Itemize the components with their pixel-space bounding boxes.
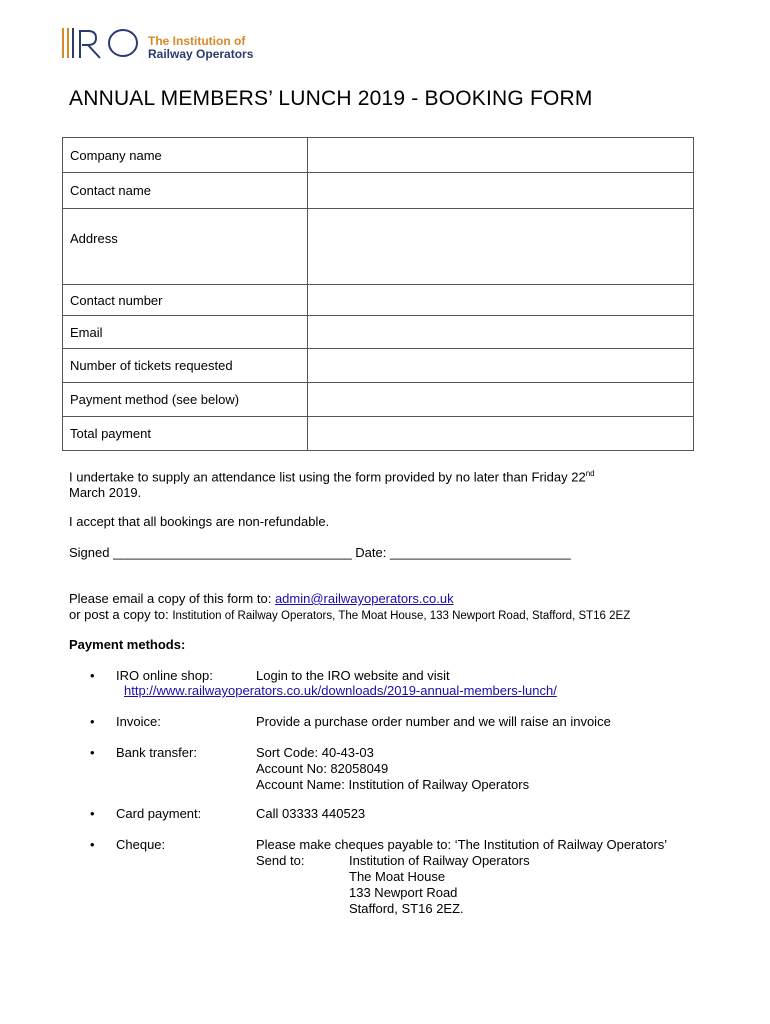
email-prefix: Please email a copy of this form to: (69, 591, 275, 606)
email-instruction (69, 591, 454, 607)
online-shop-link[interactable]: http://www.railwayoperators.co.uk/downloads/2019-annual-members-lunch/ (124, 683, 557, 698)
invoice-text: Provide a purchase order number and we will raise an invoice (256, 714, 611, 729)
label-contact-number: Contact number (63, 285, 308, 316)
invoice-label: Invoice: (116, 714, 161, 729)
row-contact-number (63, 285, 694, 316)
cheque-address-line1: Institution of Railway Operators (349, 853, 530, 868)
cheque-label: Cheque: (116, 837, 166, 852)
undertake-text: I undertake to supply an attendance list using the form provided by no later than Friday 22 (69, 469, 586, 485)
card-payment-text: Call 03333 440523 (256, 806, 366, 821)
row-contact-name (63, 173, 694, 209)
post-instruction (69, 607, 630, 624)
row-email (63, 316, 694, 349)
field-total-payment[interactable] (308, 417, 694, 451)
cheque-address-line2: The Moat House (349, 869, 446, 884)
label-email: Email (63, 316, 308, 349)
cheque-address (349, 853, 530, 917)
bullet-invoice: • (90, 714, 95, 729)
undertake-paragraph (69, 466, 595, 501)
account-number: Account No: 82058049 (256, 761, 389, 776)
bullet-card: • (90, 806, 95, 821)
admin-email-link[interactable]: admin@railwayoperators.co.uk (274, 591, 454, 606)
accept-text: I accept that all bookings are non-refundable. (69, 514, 330, 529)
card-payment-label: Card payment: (116, 806, 202, 821)
bullet-cheque: • (90, 837, 95, 852)
signature-line[interactable]: Signed _________________________________ Date: _________________________ (69, 545, 571, 560)
logo-text (148, 35, 253, 61)
row-total-payment (63, 417, 694, 451)
booking-form-table (62, 137, 694, 451)
label-address: Address (63, 209, 308, 285)
post-address: Institution of Railway Operators, The Moat House, 133 Newport Road, Stafford, ST16 2EZ (172, 610, 631, 622)
field-contact-number[interactable] (308, 285, 694, 316)
account-name: Account Name: Institution of Railway Operators (256, 777, 530, 792)
undertake-line2: March 2019. (69, 485, 142, 501)
field-tickets[interactable] (308, 349, 694, 383)
row-tickets (63, 349, 694, 383)
logo-line1: The Institution of (148, 34, 246, 48)
field-payment-method[interactable] (308, 383, 694, 417)
bullet-online: • (90, 668, 95, 683)
label-payment-method: Payment method (see below) (63, 383, 308, 417)
cheque-address-line4: Stafford, ST16 2EZ. (349, 901, 464, 916)
sort-code: Sort Code: 40-43-03 (256, 745, 374, 760)
payment-methods-heading: Payment methods: (69, 637, 186, 652)
field-company-name[interactable] (308, 138, 694, 173)
row-company-name (63, 138, 694, 173)
field-contact-name[interactable] (308, 173, 694, 209)
iro-logo-mark (62, 28, 137, 58)
cheque-send-to-label: Send to: (256, 853, 305, 868)
undertake-sup: nd (585, 469, 595, 478)
label-company-name: Company name (63, 138, 308, 173)
row-payment-method (63, 383, 694, 417)
row-address (63, 209, 694, 285)
online-shop-label: IRO online shop: (116, 668, 213, 683)
logo-line2: Railway Operators (148, 47, 254, 61)
page-title: ANNUAL MEMBERS’ LUNCH 2019 - BOOKING FORM (69, 87, 593, 110)
label-contact-name: Contact name (63, 173, 308, 209)
post-prefix: or post a copy to: (69, 607, 173, 622)
field-address[interactable] (308, 209, 694, 285)
cheque-payable-text: Please make cheques payable to: ‘The Institution of Railway Operators’ (256, 837, 668, 852)
bank-transfer-details (256, 745, 529, 793)
cheque-address-line3: 133 Newport Road (349, 885, 458, 900)
label-total-payment: Total payment (63, 417, 308, 451)
online-shop-text: Login to the IRO website and visit (256, 668, 450, 683)
bullet-bank: • (90, 745, 95, 760)
bank-transfer-label: Bank transfer: (116, 745, 197, 760)
label-tickets: Number of tickets requested (63, 349, 308, 383)
field-email[interactable] (308, 316, 694, 349)
